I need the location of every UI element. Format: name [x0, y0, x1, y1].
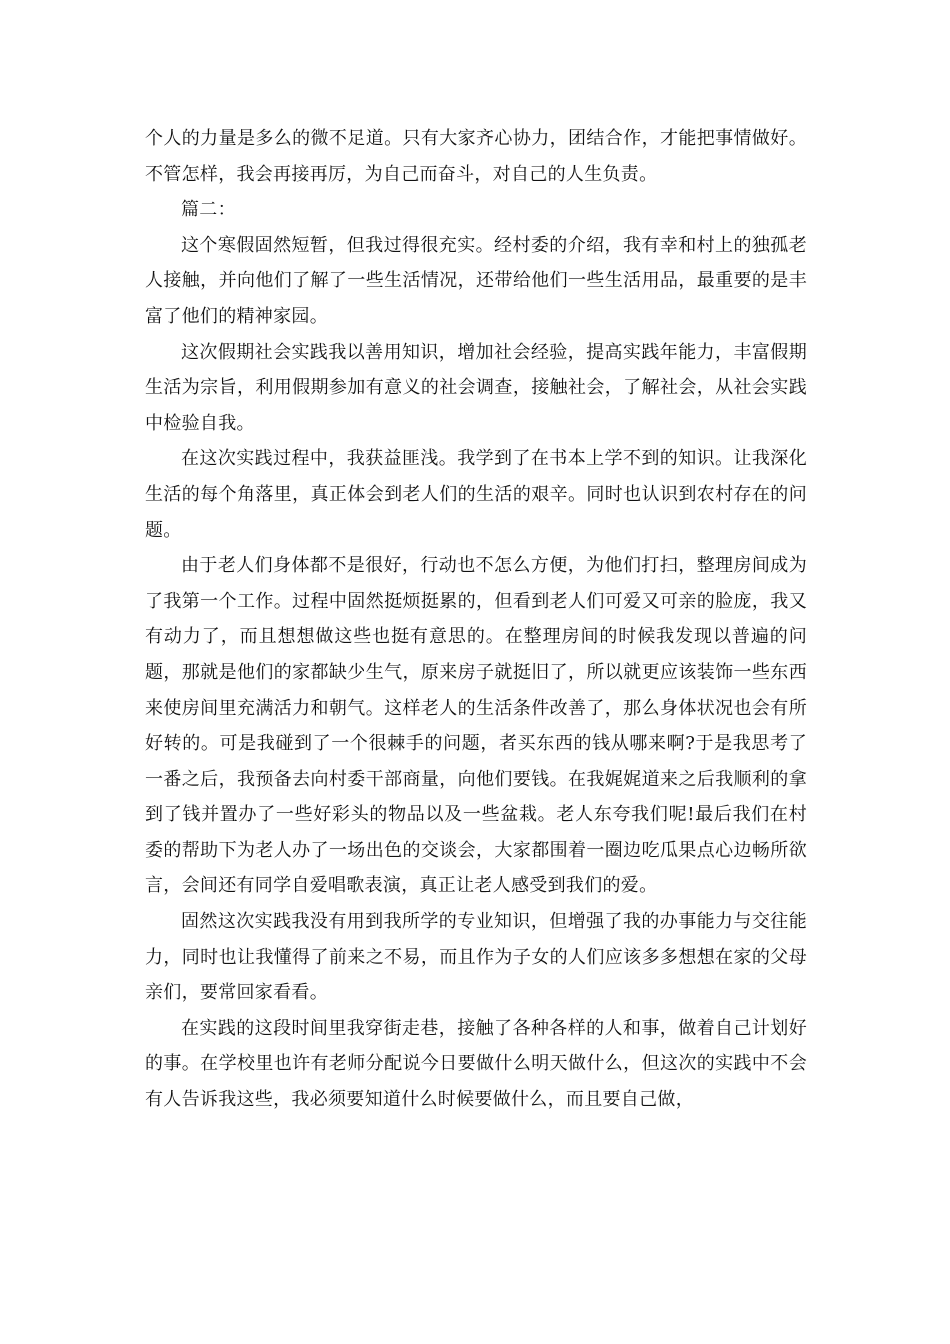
- section-heading: 篇二：: [181, 199, 236, 221]
- paragraph: 在实践的这段时间里我穿街走巷，接触了各种各样的人和事，做着自己计划好的事。在学校里也许有老师分配说今日要做什么明天做什么，但这次的实践中不会有人告诉我这些，我必须要知道什么时候要做什么，而且要自己做，: [145, 1017, 807, 1111]
- paragraph: 由于老人们身体都不是很好，行动也不怎么方便，为他们打扫，整理房间成为了我第一个工作。过程中固然挺烦挺累的，但看到老人们可爱又可亲的脸庞，我又有动力了，而且想想做这些也挺有意思的。在整理房间的时候我发现以普遍的问题，那就是他们的家都缺少生气，原来房子就挺旧了，所以就更应该装饰一些东西来使房间里充满活力和朝气。这样老人的生活条件改善了，那么身体状况也会有所好转的。可是我碰到了一个很棘手的问题，者买东西的钱从哪来啊?于是我思考了一番之后，我预备去向村委干部商量，向他们要钱。在我娓娓道来之后我顺利的拿到了钱并置办了一些好彩头的物品以及一些盆栽。老人东夸我们呢!最后我们在村委的帮助下为老人办了一场出色的交谈会，大家都围着一圈边吃瓜果点心边畅所欲言，会间还有同学自爱唱歌表演，真正让老人感受到我们的爱。: [145, 555, 807, 897]
- document-body: [145, 121, 807, 1118]
- paragraph: 这个寒假固然短暂，但我过得很充实。经村委的介绍，我有幸和村上的独孤老人接触，并向他们了解了一些生活情况，还带给他们一些生活用品，最重要的是丰富了他们的精神家园。: [145, 234, 807, 327]
- paragraph: 在这次实践过程中，我获益匪浅。我学到了在书本上学不到的知识。让我深化生活的每个角落里，真正体会到老人们的生活的艰辛。同时也认识到农村存在的问题。: [145, 448, 807, 541]
- paragraph-continuation: 个人的力量是多么的微不足道。只有大家齐心协力，团结合作，才能把事情做好。不管怎样，我会再接再厉，为自己而奋斗，对自己的人生负责。: [145, 128, 807, 185]
- paragraph: 这次假期社会实践我以善用知识，增加社会经验，提高实践年能力，丰富假期生活为宗旨，利用假期参加有意义的社会调查，接触社会，了解社会，从社会实践中检验自我。: [145, 341, 807, 434]
- paragraph: 固然这次实践我没有用到我所学的专业知识，但增强了我的办事能力与交往能力，同时也让我懂得了前来之不易，而且作为子女的人们应该多多想想在家的父母亲们，要常回家看看。: [145, 911, 807, 1004]
